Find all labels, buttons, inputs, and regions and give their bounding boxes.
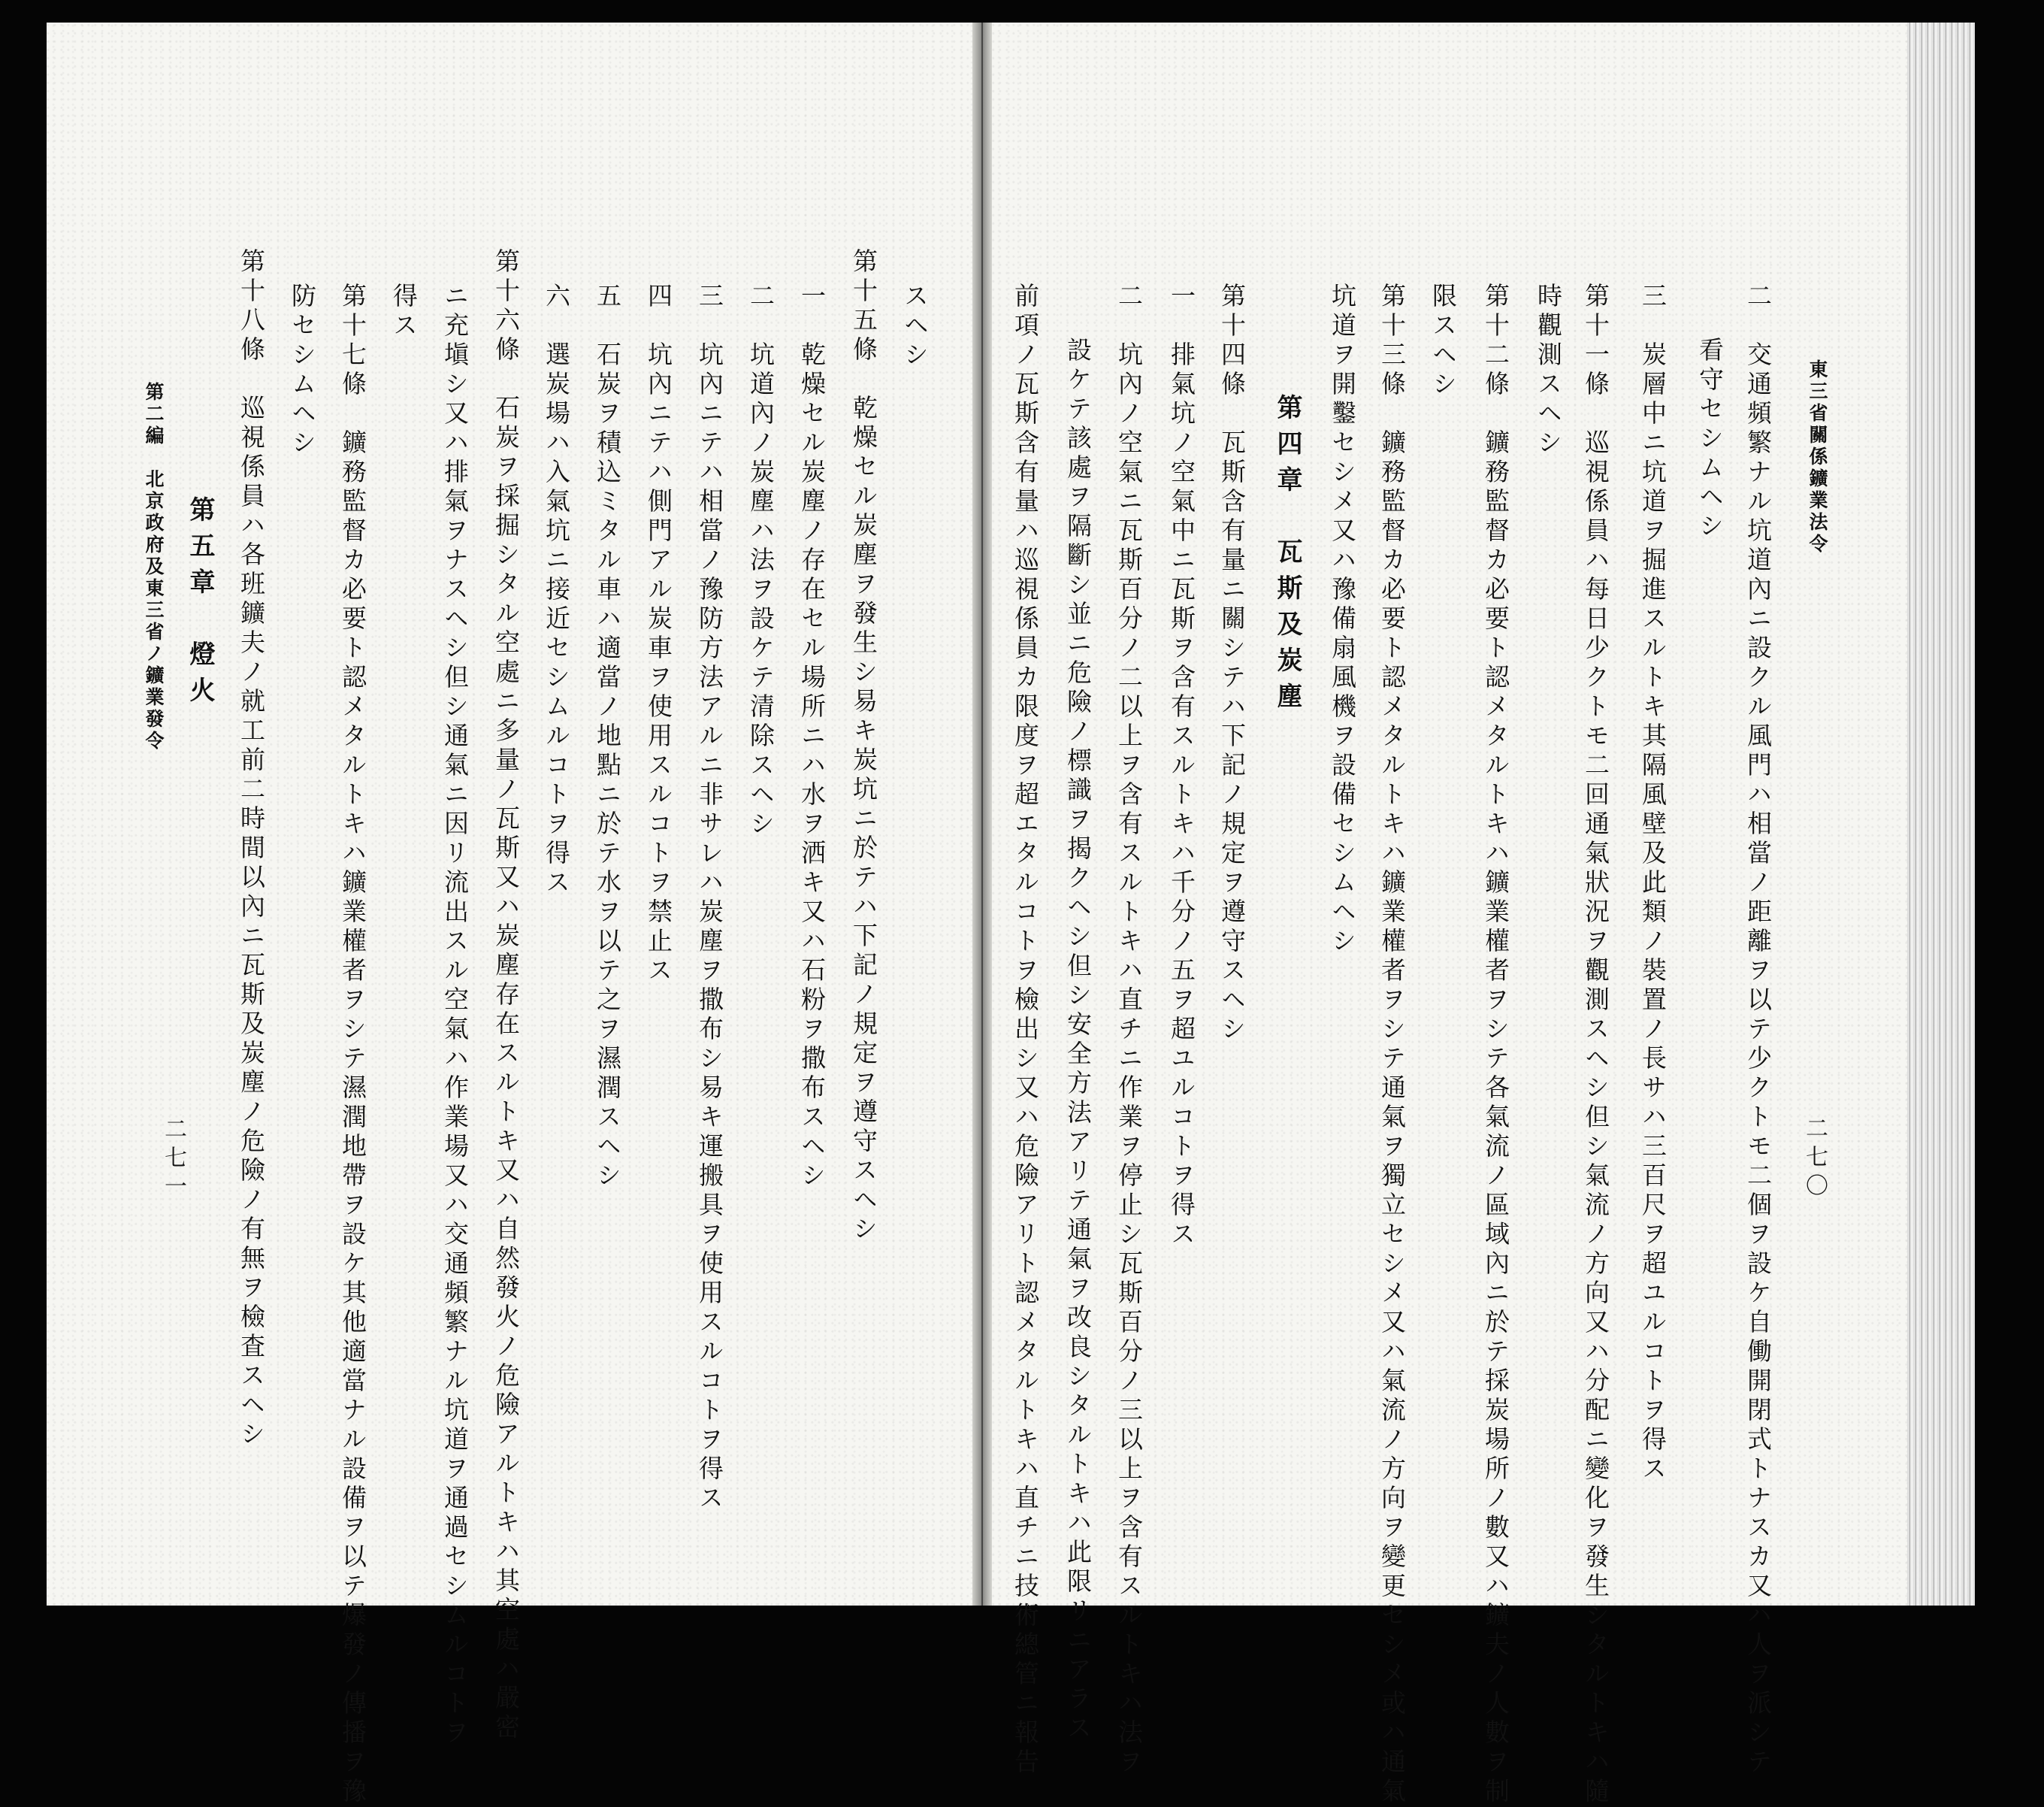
text-line: 五 石炭ヲ積込ミタル車ハ適當ノ地點ニ於テ水ヲ以テ之ヲ濕潤スヘシ (593, 283, 622, 1191)
text-line: 一 乾燥セル炭塵ノ存在セル場所ニハ水ヲ洒キ又ハ石粉ヲ撒布スヘシ (797, 283, 827, 1191)
running-footer: 第二編 北京政府及東三省ノ鑛業發令 (143, 382, 165, 752)
text-line: 防セシムヘシ (288, 283, 317, 459)
text-line: 二 坑道內ノ炭塵ハ法ヲ設ケテ清除スヘシ (746, 283, 776, 840)
running-header: 東三省關係鑛業法令 (1807, 359, 1828, 555)
text-line: 三 坑內ニテハ相當ノ豫防方法アルニ非サレハ炭塵ヲ撒布シ易キ運搬具ヲ使用スルコトヲ得ス (695, 283, 724, 1514)
text-line: 第十二條 鑛務監督カ必要ト認メタルトキハ鑛業權者ヲシテ各氣流ノ區域內ニ於テ採炭場所ノ數又ハ鑛夫ノ人數ヲ制 (1481, 283, 1510, 1807)
text-line: 第十一條 巡視係員ハ每日少クトモ二回通氣狀況ヲ觀測スヘシ但シ氣流ノ方向又ハ分配ニ變化ヲ發生シタルトキハ隨 (1581, 283, 1610, 1807)
text-line: 看守セシムヘシ (1695, 337, 1725, 542)
text-line: 得ス (389, 283, 419, 341)
page-edge (1907, 23, 1975, 1606)
text-line: 第十六條 石炭ヲ採掘シタル空處ニ多量ノ瓦斯又ハ炭塵存在スルトキ又ハ自然發火ノ危險アルトキハ其空處ハ嚴密 (491, 248, 521, 1743)
text-line: 四 坑內ニテハ側門アル炭車ヲ使用スルコトヲ禁止ス (644, 283, 673, 986)
book-gutter (972, 23, 992, 1606)
text-line: 第十八條 巡視係員ハ各班鑛夫ノ就工前二時間以內ニ瓦斯及炭塵ノ危險ノ有無ヲ檢査スヘシ (237, 248, 266, 1450)
text-line: 第十七條 鑛務監督カ必要ト認メタルトキハ鑛業權者ヲシテ濕潤地帶ヲ設ケ其他適當ナル設備ヲ以テ爆發ノ傳播ヲ豫 (338, 283, 367, 1807)
text-line: 坑道ヲ開鑿セシメ又ハ豫備扇風機ヲ設備セシムヘシ (1328, 283, 1357, 957)
text-line: 第十四條 瓦斯含有量ニ關シテハ下記ノ規定ヲ遵守スヘシ (1217, 283, 1247, 1045)
text-line: ニ充塡シ又ハ排氣ヲナスヘシ但シ通氣ニ因リ流出スル空氣ハ作業場又ハ交通頻繁ナル坑道ヲ通過セシムルコトヲ (440, 283, 470, 1748)
chapter-heading: 第五章 燈火 (185, 496, 215, 713)
page-number-left: 二七一 (160, 1117, 186, 1203)
text-line: 一 排氣坑ノ空氣中ニ瓦斯ヲ含有スルトキハ千分ノ五ヲ超ユルコトヲ得ス (1167, 283, 1196, 1250)
text-line: 前項ノ瓦斯含有量ハ巡視係員カ限度ヲ超エタルコトヲ檢出シ又ハ危險アリト認メタルトキハ直チニ技術總管ニ報告 (1011, 283, 1040, 1778)
text-line: 二 交通頻繁ナル坑道內ニ設クル風門ハ相當ノ距離ヲ以テ少クトモ二個ヲ設ケ自働開閉式トナスカ又ハ人ヲ派シテ (1743, 283, 1773, 1778)
chapter-heading: 第四章 瓦斯及炭塵 (1272, 394, 1302, 719)
text-line: 限スヘシ (1429, 283, 1458, 400)
text-line: 第十五條 乾燥セル炭塵ヲ發生シ易キ炭坑ニ於テハ下記ノ規定ヲ遵守スヘシ (849, 248, 878, 1245)
text-line: スヘシ (900, 283, 930, 371)
text-line: 時觀測スヘシ (1534, 283, 1563, 459)
text-line: 六 選炭場ハ入氣坑ニ接近セシムルコトヲ得ス (542, 283, 571, 898)
text-line: 三 炭層中ニ坑道ヲ掘進スルトキ其隔風壁及此類ノ裝置ノ長サハ三百尺ヲ超ユルコトヲ得ス (1638, 283, 1668, 1485)
page-number-right: 二七〇 (1801, 1116, 1828, 1202)
text-line: 第十三條 鑛務監督カ必要ト認メタルトキハ鑛業權者ヲシテ通氣ヲ獨立セシメ又ハ氣流ノ方向ヲ變更セシメ或ハ通氣 (1377, 283, 1407, 1807)
text-line: 設ケテ該處ヲ隔斷シ並ニ危險ノ標識ヲ揭クヘシ但シ安全方法アリテ通氣ヲ改良シタルトキハ此限リニアラス (1063, 337, 1093, 1744)
text-line: 二 坑內ノ空氣ニ瓦斯百分ノ二以上ヲ含有スルトキハ直チニ作業ヲ停止シ瓦斯百分ノ三以上ヲ含有スルトキハ法ヲ (1114, 283, 1144, 1778)
